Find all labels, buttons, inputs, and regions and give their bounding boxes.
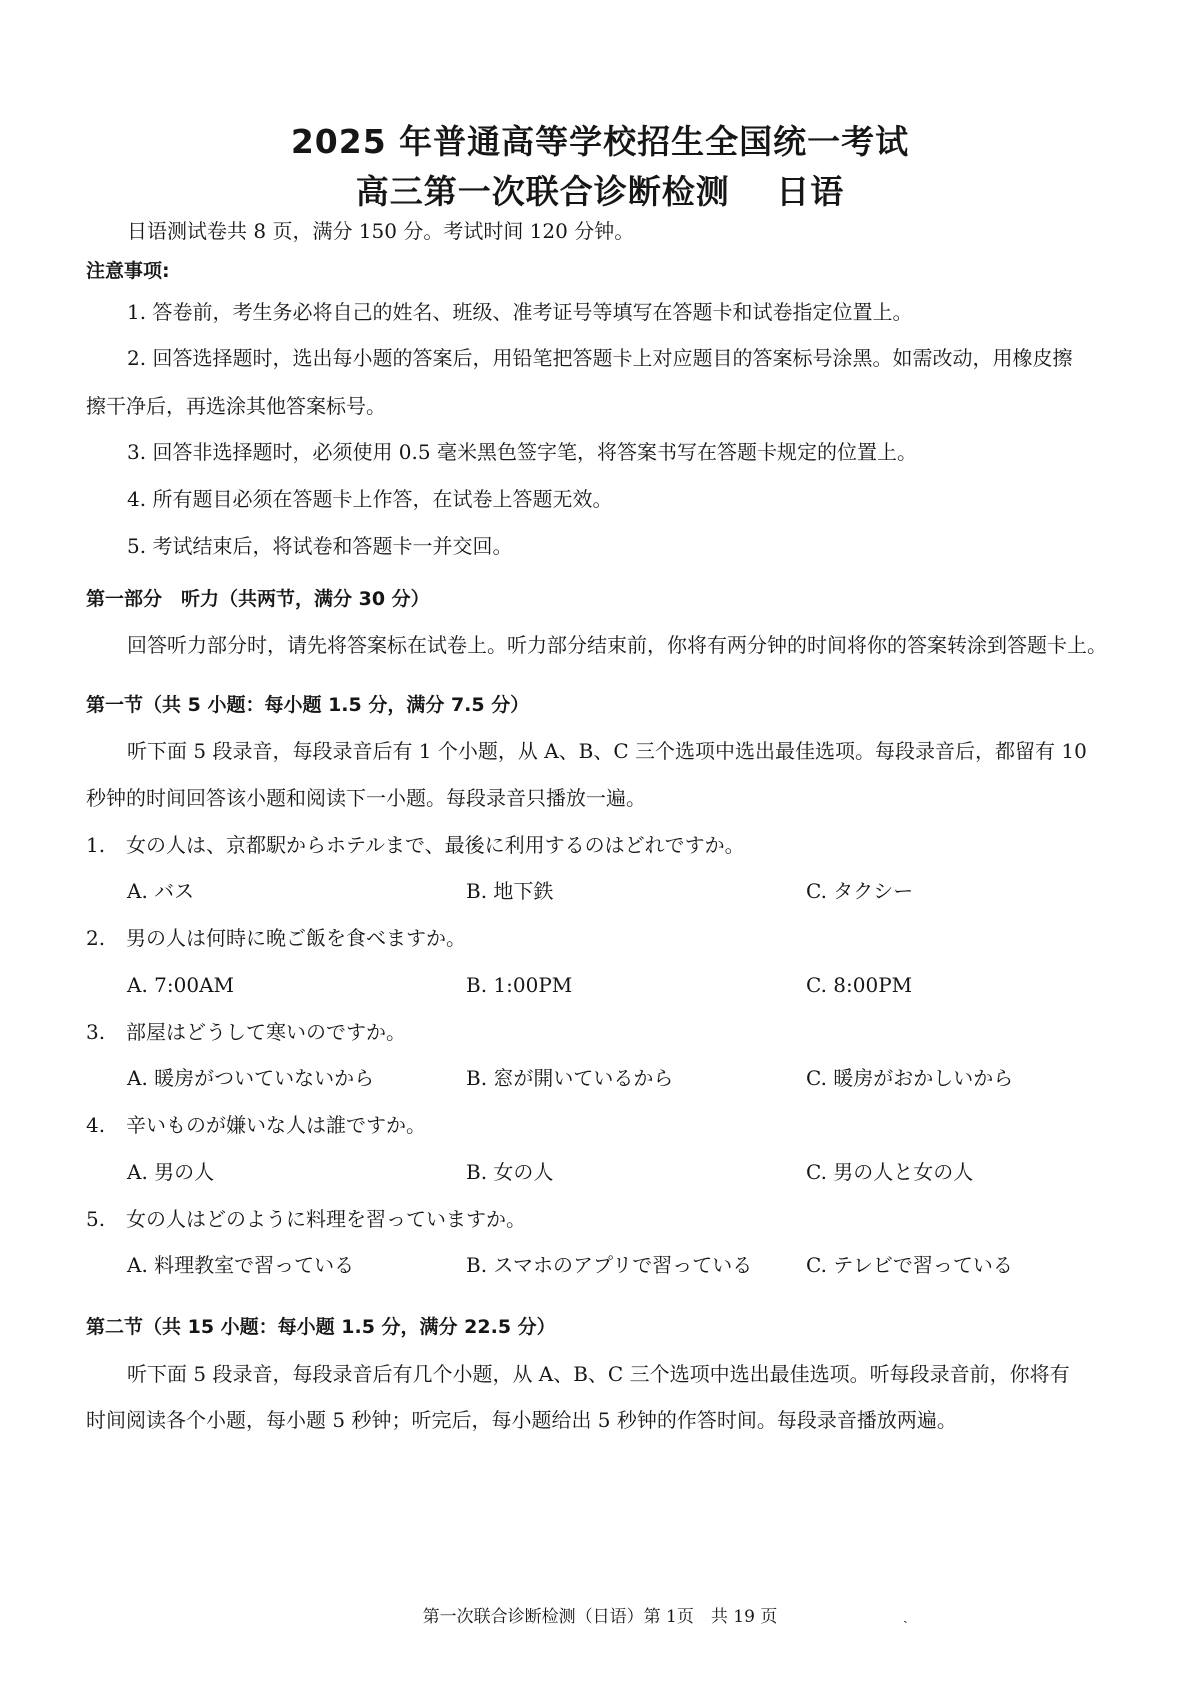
intro-text: 日语测试卷共 8 页，满分 150 分。考试时间 120 分钟。 [127,219,635,243]
option-c: C. テレビで習っている [806,1253,1013,1277]
option-a: A. 暖房がついていないから [127,1066,375,1090]
question-number: 1. [86,833,106,857]
notice-heading: 注意事项: [86,260,170,282]
option-c: C. 暖房がおかしいから [806,1066,1014,1090]
exam-subtitle: 高三第一次联合诊断检测 日语 [355,172,845,211]
question-5 [86,1205,526,1233]
question-text: 女の人はどのように料理を習っていますか。 [126,1207,526,1231]
section2-instruction: 时间阅读各个小题，每小题 5 秒钟；听完后，每小题给出 5 秒钟的作答时间。每段录音播放两遍。 [86,1408,957,1432]
section1-heading: 第一节（共 5 小题：每小题 1.5 分，满分 7.5 分） [86,694,530,716]
option-b: B. スマホのアプリで習っている [466,1253,753,1277]
question-number: 2. [86,926,106,950]
question-4 [86,1111,426,1139]
notice-item: 4. 所有题目必须在答题卡上作答，在试卷上答题无效。 [127,487,613,511]
question-text: 男の人は何時に晩ご飯を食べますか。 [126,926,466,950]
section1-instruction: 秒钟的时间回答该小题和阅读下一小题。每段录音只播放一遍。 [86,786,646,810]
stray-mark: ˏ [903,1608,908,1624]
question-1 [86,831,745,859]
notice-item: 1. 答卷前，考生务必将自己的姓名、班级、准考证号等填写在答题卡和试卷指定位置上。 [127,300,913,324]
question-number: 5. [86,1207,106,1231]
section2-heading: 第二节（共 15 小题：每小题 1.5 分，满分 22.5 分） [86,1316,556,1338]
part1-heading: 第一部分 听力（共两节，满分 30 分） [86,588,430,610]
notice-item: 3. 回答非选择题时，必须使用 0.5 毫米黑色签字笔，将答案书写在答题卡规定的位置上。 [127,440,917,464]
option-b: B. 窓が開いているから [466,1066,674,1090]
option-c: C. タクシー [806,879,914,903]
section2-instruction: 听下面 5 段录音，每段录音后有几个小题，从 A、B、C 三个选项中选出最佳选项。听每段录音前，你将有 [127,1362,1070,1386]
section1-instruction: 听下面 5 段录音，每段录音后有 1 个小题，从 A、B、C 三个选项中选出最佳选项。每段录音后，都留有 10 [127,739,1087,763]
question-3 [86,1018,406,1046]
option-b: B. 1:00PM [466,973,573,997]
question-number: 3. [86,1020,106,1044]
option-c: C. 8:00PM [806,973,913,997]
option-a: A. 男の人 [127,1160,215,1184]
question-number: 4. [86,1113,106,1137]
part1-instruction: 回答听力部分时，请先将答案标在试卷上。听力部分结束前，你将有两分钟的时间将你的答案转涂到答题卡上。 [127,633,1107,657]
question-text: 部屋はどうして寒いのですか。 [126,1020,406,1044]
option-c: C. 男の人と女の人 [806,1160,974,1184]
option-a: A. バス [127,879,195,903]
option-b: B. 地下鉄 [466,879,554,903]
option-b: B. 女の人 [466,1160,554,1184]
notice-item: 5. 考试结束后，将试卷和答题卡一并交回。 [127,534,513,558]
notice-item: 2. 回答选择题时，选出每小题的答案后，用铅笔把答题卡上对应题目的答案标号涂黑。如需改动，用橡皮擦 [127,346,1073,370]
question-text: 辛いものが嫌いな人は誰ですか。 [126,1113,426,1137]
page-footer: 第一次联合诊断检测（日语）第 1页 共 19 页 [422,1607,778,1627]
question-2 [86,924,466,952]
exam-title: 2025 年普通高等学校招生全国统一考试 [290,122,910,161]
question-text: 女の人は、京都駅からホテルまで、最後に利用するのはどれですか。 [126,833,745,857]
option-a: A. 料理教室で習っている [127,1253,355,1277]
option-a: A. 7:00AM [127,973,234,997]
notice-item-continuation: 擦干净后，再选涂其他答案标号。 [86,394,386,418]
